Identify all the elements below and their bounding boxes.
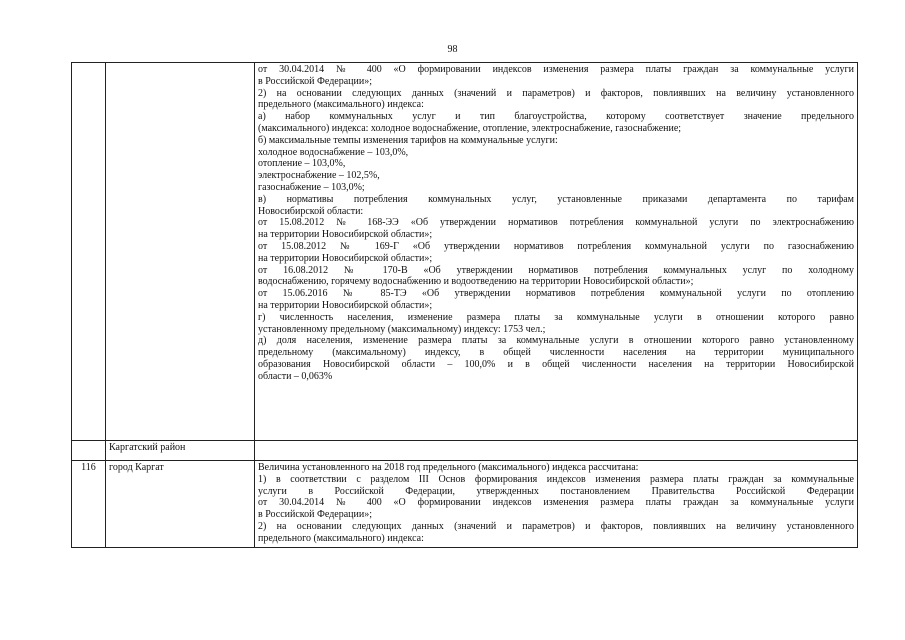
text-line: на территории Новосибирской области»; [258, 299, 433, 311]
row-number-cell: 116 [72, 461, 106, 548]
text-line: предельного (максимального) индекса: [258, 532, 424, 544]
text-line: предельного (максимального) индекса: [258, 99, 424, 111]
text-line: на территории Новосибирской области»; [258, 229, 433, 241]
page-number: 98 [447, 44, 458, 55]
description-cell [255, 441, 858, 461]
text-line: 1) в соответствии с разделом III Основ формирования индексов изменения размера платы граждан за коммунальные [258, 473, 854, 485]
row-number-cell [72, 63, 106, 441]
text-line: электроснабжение – 102,5%, [258, 170, 380, 182]
text-line: 2) на основании следующих данных (значений и параметров) и факторов, повлиявших на величину установленного [258, 520, 854, 532]
municipality-cell [106, 63, 255, 441]
text-line: от 30.04.2014 № 400 «О формировании индексов изменения размера платы граждан за коммунальные услуги [258, 497, 854, 509]
text-line: водоснабжению, горячему водоснабжению и водоотведению на территории Новосибирской области»; [258, 276, 694, 288]
text-line: б) максимальные темпы изменения тарифов на коммунальные услуги: [258, 134, 558, 146]
text-line: в Российской Федерации»; [258, 75, 373, 87]
text-line: газоснабжение – 103,0%; [258, 181, 365, 193]
text-line: холодное водоснабжение – 103,0%, [258, 146, 409, 158]
text-line: образования Новосибирской области – 100,0% и в общей численности населения на территории Новосибирской [258, 358, 854, 370]
text-line: Величина установленного на 2018 год предельного (максимального) индекса рассчитана: [258, 462, 639, 473]
text-line: д) доля населения, изменение размера платы за коммунальные услуги в отношении которого равно установленному [258, 335, 854, 347]
text-line: от 15.08.2012 № 169-Г «Об утверждении нормативов потребления коммунальной услуги по газоснабжению [258, 240, 854, 252]
text-line: от 16.08.2012 № 170-В «Об утверждении нормативов потребления коммунальных услуг по холодному [258, 264, 854, 276]
table-row [72, 63, 858, 441]
text-line: от 30.04.2014 № 400 «О формировании индексов изменения размера платы граждан за коммунальные услуги [258, 64, 854, 75]
text-line: в) нормативы потребления коммунальных услуг, установленные приказами департамента по тарифам [258, 193, 854, 205]
text-line: в Российской Федерации»; [258, 509, 373, 521]
text-line: от 15.06.2016 № 85-ТЭ «Об утверждении нормативов потребления коммунальной услуги по отоплению [258, 288, 854, 300]
row-number-cell [72, 441, 106, 461]
text-line: г) численность населения, изменение размера платы за коммунальные услуги в отношении которого равно [258, 311, 854, 323]
text-line: Новосибирской области: [258, 205, 364, 217]
municipality-cell: город Каргат [106, 461, 255, 548]
text-line: от 15.08.2012 № 168-ЭЭ «Об утверждении нормативов потребления коммунальной услуги по электроснабжению [258, 217, 854, 229]
text-line: предельному (максимальному) индексу, в общей численности населения на территории муниципального [258, 347, 854, 359]
text-line: области – 0,063% [258, 370, 333, 382]
description-cell [255, 63, 858, 441]
text-line: на территории Новосибирской области»; [258, 252, 433, 264]
district-name-cell: Каргатский район [106, 441, 255, 461]
text-line: 2) на основании следующих данных (значений и параметров) и факторов, повлиявших на величину установленного [258, 87, 854, 99]
description-cell [255, 461, 858, 548]
table-row [72, 461, 858, 548]
text-line: установленному предельному (максимальному) индексу: 1753 чел.; [258, 323, 546, 335]
text-line: услуги в Российской Федерации, утвержденных постановлением Правительства Российской Федерации [258, 485, 854, 497]
table-row [72, 441, 858, 461]
text-line: отопление – 103,0%, [258, 158, 346, 170]
text-line: а) набор коммунальных услуг и тип благоустройства, которому соответствует значение предельного [258, 111, 854, 123]
text-line: (максимального) индекса: холодное водоснабжение, отопление, электроснабжение, газоснабжение; [258, 122, 682, 134]
index-table [71, 62, 858, 548]
